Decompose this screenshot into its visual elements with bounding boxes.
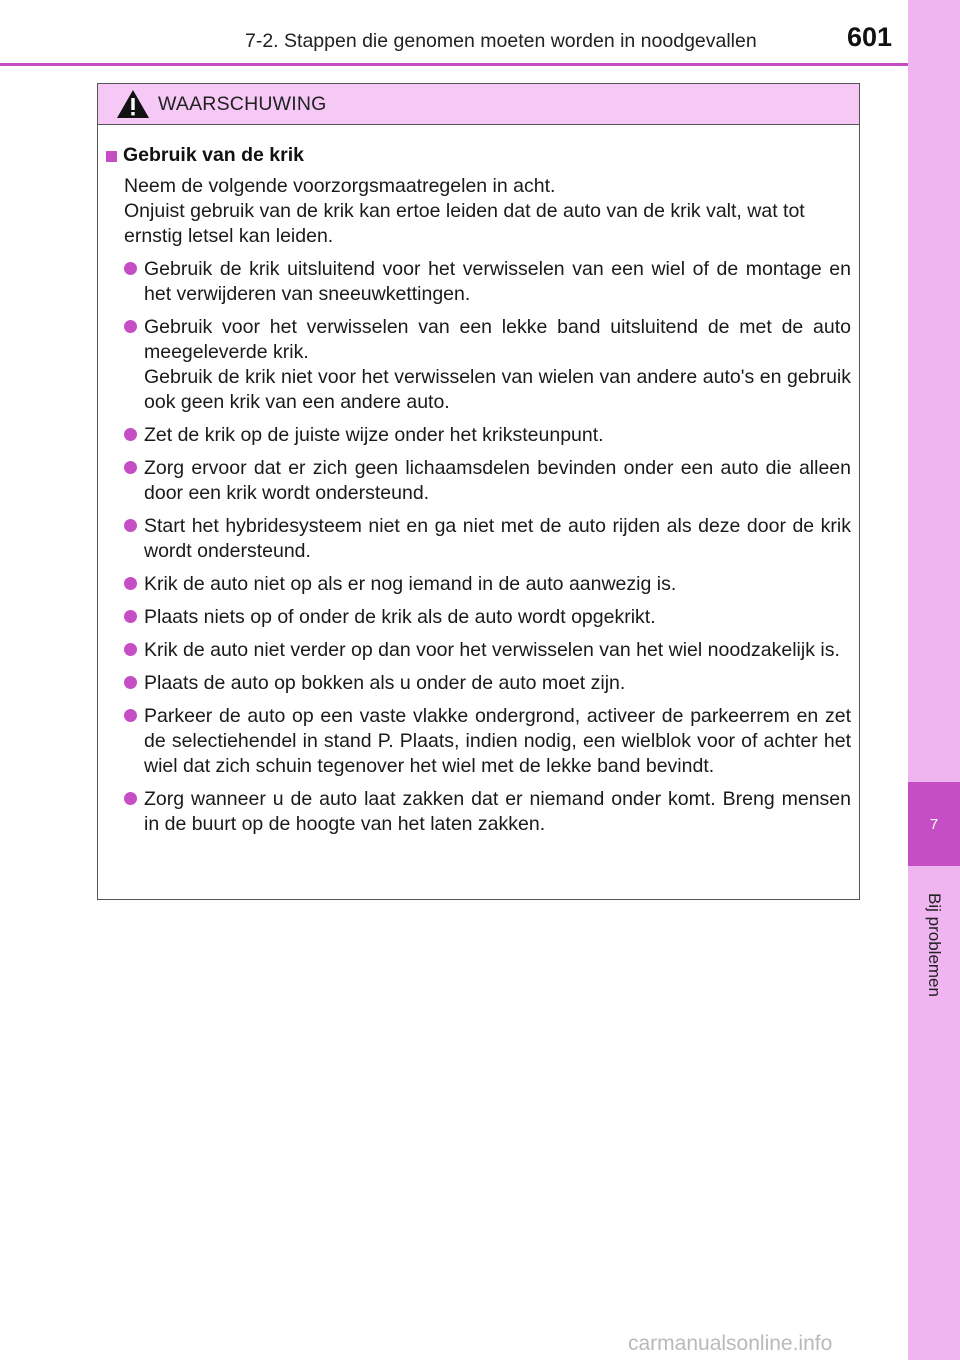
bullet-dot-icon — [124, 792, 137, 805]
intro-text — [124, 174, 851, 249]
bullet-dot-icon — [124, 519, 137, 532]
bullet-dot-icon — [124, 643, 137, 656]
list-item — [106, 456, 851, 506]
list-item — [106, 671, 851, 696]
list-item — [106, 423, 851, 448]
list-item-text: Zorg wanneer u de auto laat zakken dat er niemand onder komt. Breng mensen in de buurt op de hoogte van het laten zakken. — [144, 788, 851, 835]
intro-line: Neem de volgende voorzorgsmaatregelen in acht. — [124, 175, 556, 197]
list-item — [106, 257, 851, 307]
bullet-dot-icon — [124, 577, 137, 590]
chapter-number-box — [908, 782, 960, 866]
watermark: carmanualsonline.info — [628, 1332, 833, 1355]
section-heading — [106, 143, 851, 168]
list-item-text: Plaats niets op of onder de krik als de auto wordt opgekrikt. — [144, 606, 656, 628]
precaution-list — [106, 257, 851, 837]
list-item — [106, 605, 851, 630]
bullet-dot-icon — [124, 262, 137, 275]
list-item-text: Zorg ervoor dat er zich geen lichaamsdelen bevinden onder een auto die alleen door een krik wordt ondersteund. — [144, 457, 851, 504]
bullet-dot-icon — [124, 610, 137, 623]
list-item-text: Gebruik voor het verwisselen van een lekke band uitsluitend de met de auto meegeleverde krik. — [144, 316, 851, 363]
list-item-text: Gebruik de krik uitsluitend voor het verwisselen van een wiel of de montage en het verwijderen van sneeuwkettingen. — [144, 258, 851, 305]
bullet-dot-icon — [124, 461, 137, 474]
intro-line: Onjuist gebruik van de krik kan ertoe leiden dat de auto van de krik valt, wat tot ernstig letsel kan leiden. — [124, 200, 805, 247]
page-number: 601 — [846, 22, 892, 52]
bullet-dot-icon — [124, 428, 137, 441]
list-item — [106, 572, 851, 597]
list-item-text: Gebruik de krik niet voor het verwisselen van wielen van andere auto's en gebruik ook geen krik van een andere auto. — [144, 366, 851, 413]
list-item-text: Parkeer de auto op een vaste vlakke ondergrond, activeer de parkeerrem en zet de selectiehendel in stand P. Plaats, indien nodig, een wielblok voor of achter het wiel dat zich schuin tegenover het wiel met de lekke band bevindt. — [144, 705, 851, 777]
list-item — [106, 315, 851, 415]
section-heading-text: Gebruik van de krik — [123, 144, 304, 166]
warning-header — [98, 84, 859, 125]
bullet-dot-icon — [124, 676, 137, 689]
warning-body — [98, 125, 859, 837]
chapter-label-container — [908, 880, 960, 1010]
chapter-number: 7 — [929, 815, 939, 833]
list-item — [106, 638, 851, 663]
header-rule — [0, 63, 908, 66]
list-item-text: Start het hybridesysteem niet en ga niet met de auto rijden als deze door de krik wordt ondersteund. — [144, 515, 851, 562]
section-title: 7-2. Stappen die genomen moeten worden in noodgevallen — [245, 30, 757, 52]
square-bullet-icon — [106, 151, 117, 162]
chapter-label: Bij problemen — [925, 893, 945, 997]
warning-box — [97, 83, 860, 900]
bullet-dot-icon — [124, 709, 137, 722]
warning-title: WAARSCHUWING — [158, 92, 327, 115]
list-item-text: Krik de auto niet verder op dan voor het verwisselen van het wiel noodzakelijk is. — [144, 639, 840, 661]
warning-triangle-icon — [116, 88, 150, 120]
bullet-dot-icon — [124, 320, 137, 333]
list-item — [106, 704, 851, 779]
list-item — [106, 787, 851, 837]
chapter-side-tab — [908, 0, 960, 1360]
list-item-text: Krik de auto niet op als er nog iemand in de auto aanwezig is. — [144, 573, 677, 595]
list-item-text: Plaats de auto op bokken als u onder de auto moet zijn. — [144, 672, 626, 694]
list-item — [106, 514, 851, 564]
list-item-text: Zet de krik op de juiste wijze onder het kriksteunpunt. — [144, 424, 604, 446]
